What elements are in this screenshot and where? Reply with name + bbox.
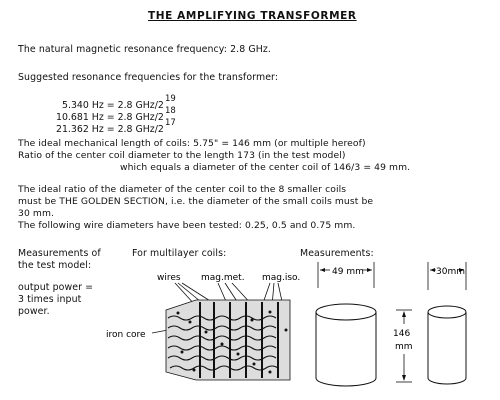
multilayer-heading: For multilayer coils: — [132, 248, 227, 259]
golden-line-3: 30 mm. — [18, 208, 55, 219]
frequency-line-1-text: 5.340 Hz = 2.8 GHz/2 — [62, 100, 164, 111]
coil-cross-section — [166, 300, 290, 380]
dimension-mm-label: mm — [395, 342, 413, 352]
frequency-line-3-text: 21.362 Hz = 2.8 GHz/2 — [56, 124, 164, 135]
page-title: THE AMPLIFYING TRANSFORMER — [148, 10, 357, 22]
dimension-30mm-label: 30mm — [436, 267, 465, 277]
measurements-heading: Measurements: — [300, 248, 374, 259]
output-power-line-2: 3 times input — [18, 294, 82, 305]
large-cylinder — [316, 304, 376, 386]
frequency-line-2-exponent: 18 — [165, 106, 176, 116]
dimension-49mm-label: 49 mm — [332, 267, 364, 277]
small-cylinder — [428, 306, 466, 384]
magmet-label: mag.met. — [201, 273, 245, 283]
natural-frequency-line: The natural magnetic resonance frequency: 2.8 GHz. — [18, 44, 272, 55]
wires-label: wires — [157, 273, 181, 283]
frequency-line-1-exponent: 19 — [165, 94, 176, 104]
wire-diameters-line: The following wire diameters have been tested: 0.25, 0.5 and 0.75 mm. — [18, 220, 356, 231]
golden-line-1: The ideal ratio of the diameter of the center coil to the 8 smaller coils — [18, 184, 347, 195]
test-model-heading-2: the test model: — [18, 260, 92, 271]
output-power-line-3: power. — [18, 306, 50, 317]
iron-core-label: iron core — [106, 330, 146, 340]
frequency-line-3-exponent: 17 — [165, 118, 176, 128]
suggested-frequencies-heading: Suggested resonance frequencies for the transformer: — [18, 72, 279, 83]
coil-length-line: The ideal mechanical length of coils: 5.75" = 146 mm (or multiple hereof) — [18, 138, 366, 149]
coil-ratio-line: Ratio of the center coil diameter to the length 173 (in the test model) — [18, 150, 346, 161]
output-power-line-1: output power = — [18, 282, 94, 293]
test-model-heading-1: Measurements of — [18, 248, 101, 259]
dimension-146-label: 146 — [393, 329, 411, 339]
golden-line-2: must be THE GOLDEN SECTION, i.e. the diameter of the small coils must be — [18, 196, 374, 207]
magiso-label: mag.iso. — [262, 273, 301, 283]
frequency-line-2-text: 10.681 Hz = 2.8 GHz/2 — [56, 112, 164, 123]
coil-diameter-line: which equals a diameter of the center coil of 146/3 = 49 mm. — [120, 162, 411, 173]
